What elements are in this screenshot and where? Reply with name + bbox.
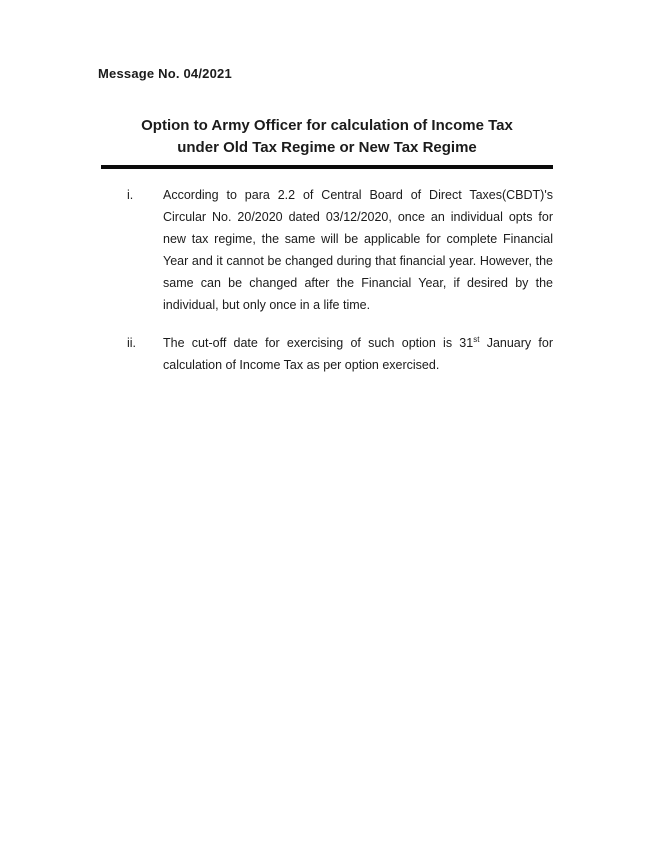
ordinal-superscript: st: [473, 334, 480, 344]
document-title-line2: under Old Tax Regime or New Tax Regime: [177, 139, 477, 156]
document-title-line1: Option to Army Officer for calculation of Income Tax: [141, 117, 513, 134]
list-item-text: According to para 2.2 of Central Board of Direct Taxes(CBDT)'s Circular No. 20/2020 dated 03/12/2020, once an individual opts for new tax regime, the same will be applicable for complete Financial Year and it cannot be changed during that financial year. However, the same can be changed after the Financial Year, if desired by the individual, but only once in a life time.: [163, 188, 553, 312]
message-number: Message No. 04/2021: [98, 66, 232, 81]
list-item-text: [163, 332, 553, 376]
list-item-marker: i.: [127, 188, 134, 202]
numbered-list: [101, 184, 553, 376]
title-rule-divider: [101, 165, 553, 169]
list-item: [101, 184, 553, 316]
list-item-text-before-sup: The cut-off date for exercising of such option is 31: [163, 336, 474, 350]
list-item: [101, 332, 553, 376]
document-title: [101, 115, 553, 159]
list-item-text-after-sup: January for calculation of Income Tax as per option exercised.: [163, 336, 553, 372]
list-item-marker: ii.: [127, 336, 137, 350]
